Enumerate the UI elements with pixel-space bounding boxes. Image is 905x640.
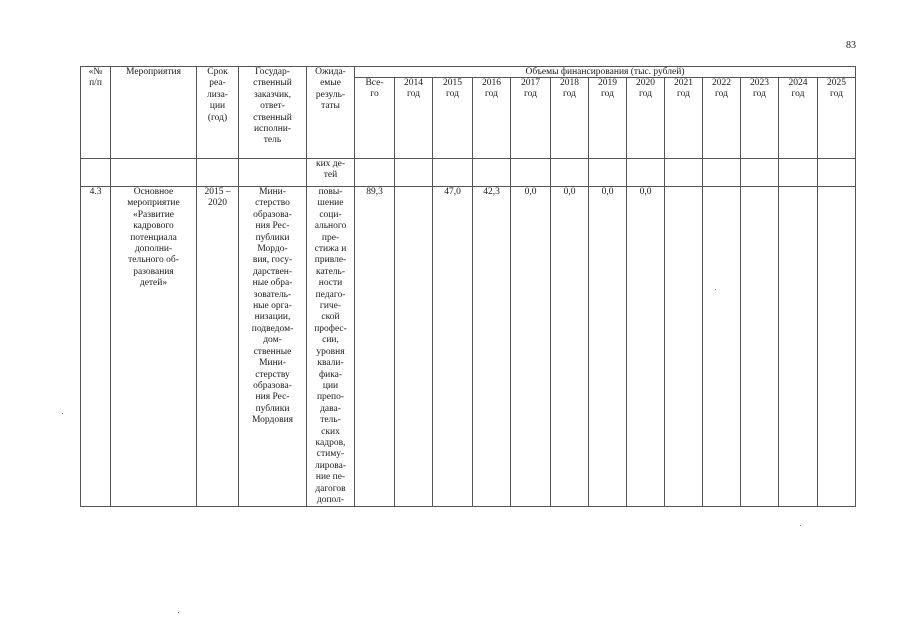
- row-activity-cell: Основное мероприятие «Развитие кадрового потенциала дополни- тельного об- разования детей»: [111, 187, 197, 507]
- header-results: Ожида- емые резуль- таты: [307, 67, 355, 159]
- header-year: 2017 год: [511, 78, 551, 159]
- header-year: 2016 год: [473, 78, 511, 159]
- header-year: 2019 год: [589, 78, 627, 159]
- header-term: Срок реа- лиза- ции (год): [197, 67, 239, 159]
- header-year: 2022 год: [703, 78, 741, 159]
- header-year: 2024 год: [779, 78, 818, 159]
- header-row: [81, 67, 856, 78]
- header-funding-title: Объемы финансирования (тыс. рублей): [355, 67, 856, 78]
- row-value-cell: [779, 187, 818, 507]
- page-number: 83: [846, 40, 856, 51]
- row-customer-cell: Мини- стерство образова- ния Рес- публики Мордо- вия, госу- дарствен- ные обра- зователь- ные орга- низации, подведом- дом- ственные Мини- стерству образова- ния Рес- публики Мордовия: [239, 187, 307, 507]
- financing-table: [80, 66, 856, 507]
- table-row: [81, 187, 856, 507]
- row-total-cell: 89,3: [355, 187, 395, 507]
- row-value-cell: [703, 187, 741, 507]
- scan-speck: [800, 525, 801, 526]
- header-year: 2015 год: [433, 78, 473, 159]
- header-year: 2020 год: [627, 78, 665, 159]
- row-value-cell: [665, 187, 703, 507]
- header-year: 2025 год: [818, 78, 856, 159]
- scan-speck: [715, 289, 716, 290]
- header-year: 2018 год: [551, 78, 589, 159]
- continuation-results-cell: ких де- тей: [307, 159, 355, 187]
- row-value-cell: 0,0: [511, 187, 551, 507]
- continuation-row: [81, 159, 856, 187]
- scan-speck: [178, 612, 179, 613]
- row-term-cell: 2015 – 2020: [197, 187, 239, 507]
- row-value-cell: 0,0: [627, 187, 665, 507]
- row-value-cell: [818, 187, 856, 507]
- row-value-cell: 42,3: [473, 187, 511, 507]
- header-customer: Государ- ственный заказчик, ответ- ственный исполни- тель: [239, 67, 307, 159]
- row-value-cell: 47,0: [433, 187, 473, 507]
- header-num: «№ п/п: [81, 67, 111, 159]
- header-year: 2021 год: [665, 78, 703, 159]
- row-value-cell: [741, 187, 779, 507]
- header-total: Все- го: [355, 78, 395, 159]
- header-year: 2023 год: [741, 78, 779, 159]
- header-activity: Мероприятия: [111, 67, 197, 159]
- scan-speck: [62, 413, 63, 414]
- header-year: 2014 год: [395, 78, 433, 159]
- row-num-cell: 4.3: [81, 187, 111, 507]
- row-results-cell: повы- шение соци- ального пре- стижа и привле- катель- ности педаго- гиче- ской профес- сии, уровня квали- фика- ции препо- дава- тель- ских кадров, стиму- лирова- ние пе- дагогов допол-: [307, 187, 355, 507]
- row-value-cell: 0,0: [551, 187, 589, 507]
- row-value-cell: [395, 187, 433, 507]
- row-value-cell: 0,0: [589, 187, 627, 507]
